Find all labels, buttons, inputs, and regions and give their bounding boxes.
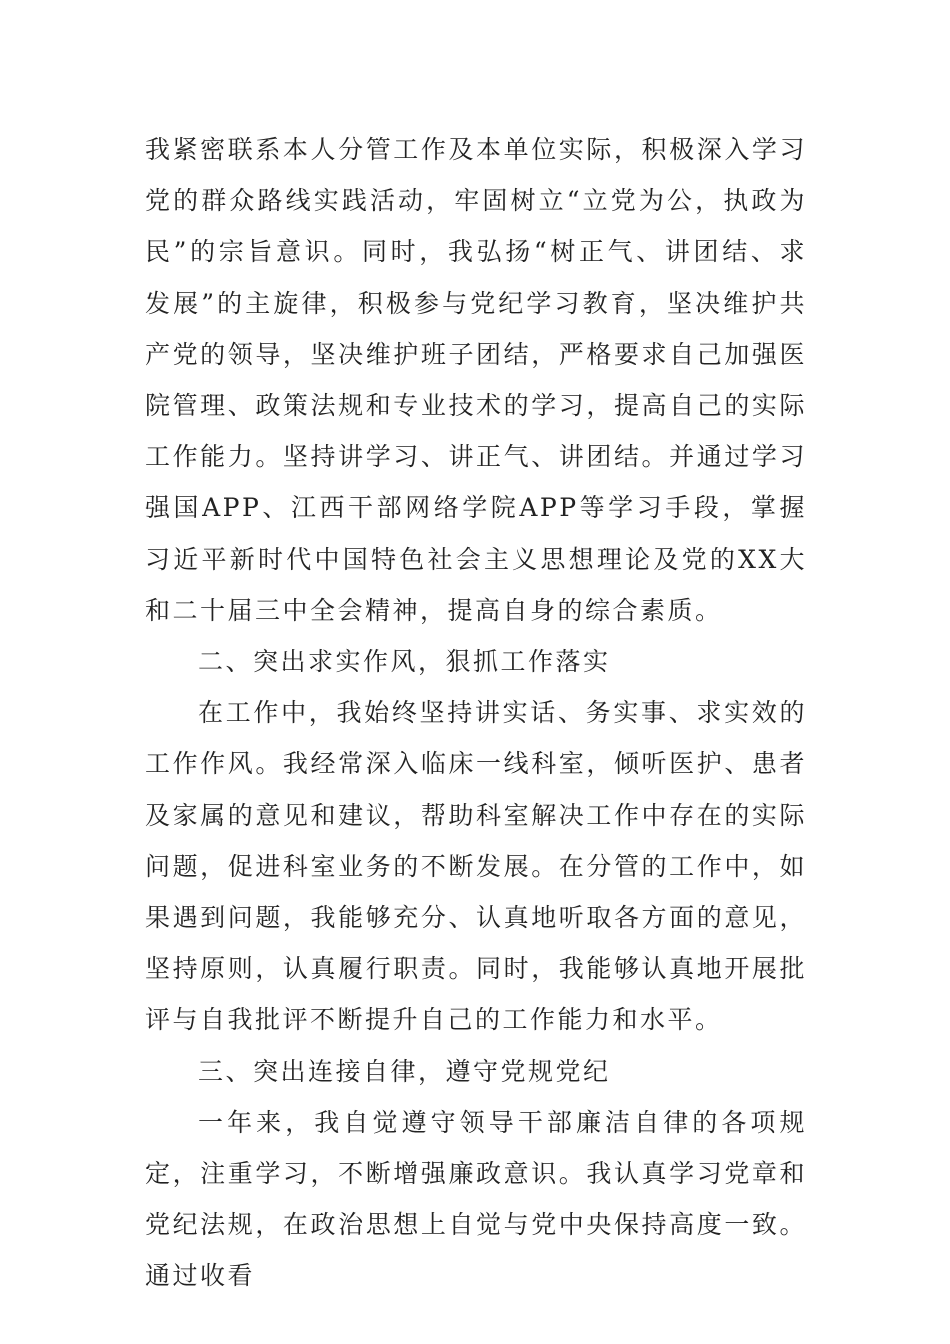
body-paragraph: 我紧密联系本人分管工作及本单位实际，积极深入学习党的群众路线实践活动，牢固树立“立党为公，执政为民”的宗旨意识。同时，我弘扬“树正气、讲团结、求发展”的主旋律，积极参与党纪学习教育，坚决维护共产党的领导，坚决维护班子团结，严格要求自己加强医院管理、政策法规和专业技术的学习，提高自己的实际工作能力。坚持讲学习、讲正气、讲团结。并通过学习强国APP、江西干部网络学院APP等学习手段，掌握习近平新时代中国特色社会主义思想理论及党的XX大和二十届三中全会精神，提高自身的综合素质。 xyxy=(145,135,807,625)
document-page xyxy=(145,124,807,1302)
section-heading: 三、突出连接自律，遵守党规党纪 xyxy=(198,1056,611,1086)
section-heading: 二、突出求实作风，狠抓工作落实 xyxy=(198,647,611,677)
body-paragraph: 一年来，我自觉遵守领导干部廉洁自律的各项规定，注重学习，不断增强廉政意识。我认真学习党章和党纪法规，在政治思想上自觉与党中央保持高度一致。通过收看 xyxy=(145,1107,807,1291)
body-paragraph: 在工作中，我始终坚持讲实话、务实事、求实效的工作作风。我经常深入临床一线科室，倾听医护、患者及家属的意见和建议，帮助科室解决工作中存在的实际问题，促进科室业务的不断发展。在分管的工作中，如果遇到问题，我能够充分、认真地听取各方面的意见，坚持原则，认真履行职责。同时，我能够认真地开展批评与自我批评不断提升自己的工作能力和水平。 xyxy=(145,698,807,1035)
